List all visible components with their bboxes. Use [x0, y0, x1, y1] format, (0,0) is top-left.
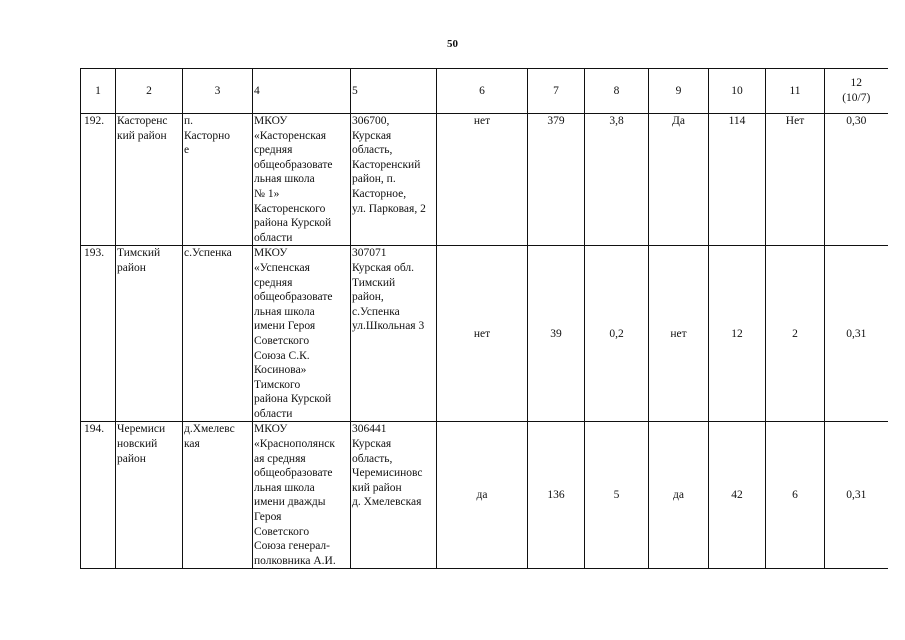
- column-header: 4: [253, 69, 351, 114]
- column-header: 5: [351, 69, 437, 114]
- column-header: 2: [116, 69, 183, 114]
- value-cell: 136: [528, 422, 585, 569]
- address-cell: 306441 Курская область, Черемисиновс кий район д. Хмелевская: [351, 422, 437, 569]
- value-cell: 6: [766, 422, 825, 569]
- value-cell: 3,8: [585, 114, 649, 246]
- school-name-cell: МКОУ «Краснополянск ая средняя общеобразовате льная школа имени дважды Героя Советского Союза генерал- полковника А.И.: [253, 422, 351, 569]
- column-header: 11: [766, 69, 825, 114]
- column-header: 12 (10/7): [825, 69, 888, 114]
- value-cell: 114: [709, 114, 766, 246]
- value-cell: 2: [766, 246, 825, 422]
- column-header: 3: [183, 69, 253, 114]
- value-cell: 379: [528, 114, 585, 246]
- value-cell: 0,31: [825, 246, 888, 422]
- locality-cell: д.Хмелевс кая: [183, 422, 253, 569]
- row-number: 194.: [81, 422, 116, 569]
- value-cell: 0,2: [585, 246, 649, 422]
- value-cell: 12: [709, 246, 766, 422]
- value-cell: нет: [649, 246, 709, 422]
- district-cell: Тимский район: [116, 246, 183, 422]
- row-number: 193.: [81, 246, 116, 422]
- address-cell: 307071 Курская обл. Тимский район, с.Успенка ул.Школьная 3: [351, 246, 437, 422]
- value-cell: да: [437, 422, 528, 569]
- district-cell: Черемиси новский район: [116, 422, 183, 569]
- school-name-cell: МКОУ «Касторенская средняя общеобразовате льная школа № 1» Касторенского района Курской области: [253, 114, 351, 246]
- school-name-cell: МКОУ «Успенская средняя общеобразовате льная школа имени Героя Советского Союза С.К. Косинова» Тимского района Курской области: [253, 246, 351, 422]
- table-row: [81, 422, 888, 569]
- row-number: 192.: [81, 114, 116, 246]
- locality-cell: п. Касторно е: [183, 114, 253, 246]
- value-cell: 5: [585, 422, 649, 569]
- column-header: 6: [437, 69, 528, 114]
- value-cell: Нет: [766, 114, 825, 246]
- district-cell: Касторенс кий район: [116, 114, 183, 246]
- value-cell: Да: [649, 114, 709, 246]
- column-header: 1: [81, 69, 116, 114]
- schools-table: [80, 68, 888, 569]
- value-cell: 0,31: [825, 422, 888, 569]
- value-cell: 0,30: [825, 114, 888, 246]
- column-header: 9: [649, 69, 709, 114]
- value-cell: нет: [437, 114, 528, 246]
- value-cell: нет: [437, 246, 528, 422]
- column-header: 10: [709, 69, 766, 114]
- table-row: [81, 114, 888, 246]
- column-header: 7: [528, 69, 585, 114]
- table-header-row: [81, 69, 888, 114]
- value-cell: 42: [709, 422, 766, 569]
- address-cell: 306700, Курская область, Касторенский район, п. Касторное, ул. Парковая, 2: [351, 114, 437, 246]
- page-number: 50: [447, 38, 458, 50]
- table-row: [81, 246, 888, 422]
- locality-cell: с.Успенка: [183, 246, 253, 422]
- value-cell: 39: [528, 246, 585, 422]
- value-cell: да: [649, 422, 709, 569]
- column-header: 8: [585, 69, 649, 114]
